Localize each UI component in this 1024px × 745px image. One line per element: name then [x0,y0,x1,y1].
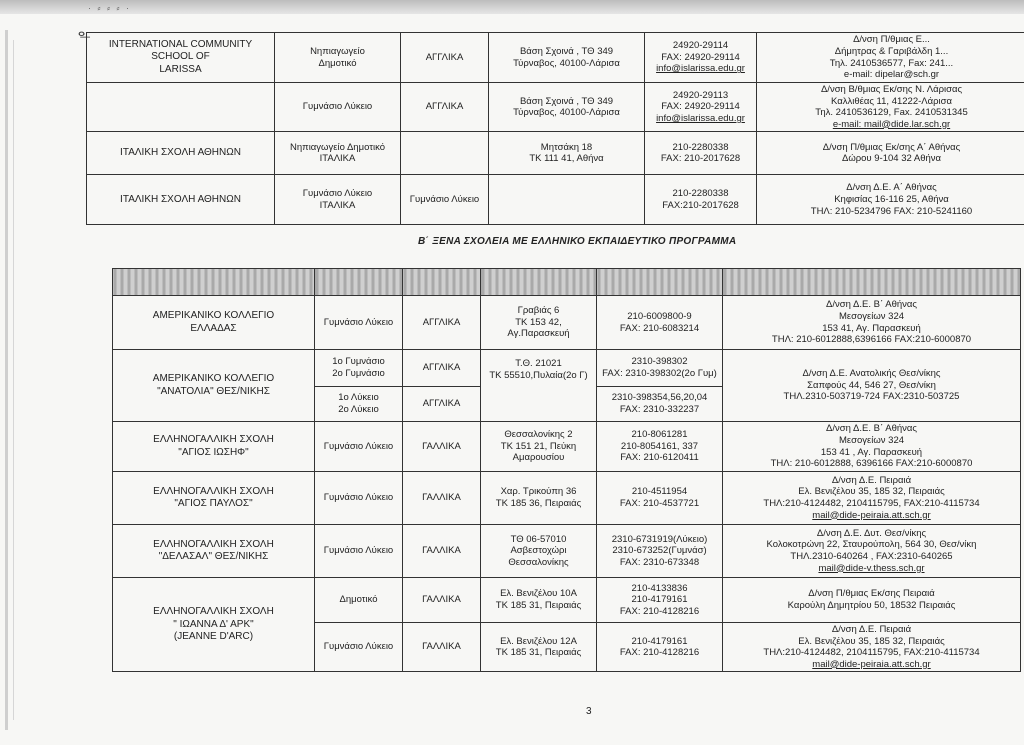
school-address: ΤΘ 06-57010 Ασβεστοχώρι Θεσσαλονίκης [481,525,597,578]
school-address: Θεσσαλονίκης 2 ΤΚ 151 21, Πεύκη Αμαρουσίου [481,422,597,472]
authority-text: Δ/νση Δ.Ε. Δυτ. Θεσ/νίκης Κολοκοτρώνη 22, Σταυρούπολη, 564 30, Θεσ/νίκη ΤΗΛ.2310-640264 , FAX:2310-640265 [766,527,977,562]
table-row [113,472,1021,525]
authority-text: Δ/νση Π/θμιας Ε... Δήμητρας & Γαριβάλδη 1... Τηλ. 2410536577, Fax: 241... [829,34,954,69]
school-email: info@islarissa.edu.gr [656,112,745,124]
school-address: Ελ. Βενιζέλου 10Α ΤΚ 185 31, Πειραιάς [481,578,597,623]
header-cell [113,269,315,296]
school-name [87,83,275,132]
phone-text: 210-2280338 FAX:210-2017628 [662,188,739,211]
school-language: Γυμνάσιο Λύκειο [401,175,489,225]
school-address: Γραβιάς 6 ΤΚ 153 42, Αγ.Παρασκευή [481,296,597,350]
table-row [113,350,1021,387]
school-level: Νηπιαγωγείο Δημοτικό [275,33,401,83]
school-level: 1ο Γυμνάσιο 2ο Γυμνάσιο [315,350,403,387]
authority [757,33,1024,83]
authority [757,175,1024,225]
authority: Δ/νση Δ.Ε. Ανατολικής Θεσ/νίκης Σαπφούς 44, 546 27, Θεσ/νίκη ΤΗΛ.2310-503719-724 FAX:2310-503725 [723,350,1021,422]
school-name: ΕΛΛΗΝΟΓΑΛΛΙΚΗ ΣΧΟΛΗ "ΔΕΛΑΣΑΛ" ΘΕΣ/ΝΙΚΗΣ [113,525,315,578]
authority: Δ/νση Δ.Ε. Β΄ Αθήνας Μεσογείων 324 153 41, Αγ. Παρασκευή ΤΗΛ: 210-6012888,6396166 FAX:210-6000870 [723,296,1021,350]
school-name: ΙΤΑΛΙΚΗ ΣΧΟΛΗ ΑΘΗΝΩΝ [87,132,275,175]
school-level: Γυμνάσιο Λύκειο [315,472,403,525]
phone-text: 24920-29114 FAX: 24920-29114 [661,40,740,63]
schools-table-1 [86,32,1024,225]
authority-email: mail@dide-peiraia.att.sch.gr [812,658,931,670]
table-header-row [113,269,1021,296]
authority-text: Δ/νση Δ.Ε. Α΄ Αθήνας Κηφισίας 16-116 25, Αθήνα ΤΗΛ: 210-5234796 FAX: 210-5241160 [810,182,973,217]
school-language: ΑΓΓΛΙΚΑ [401,83,489,132]
section-caption: Β΄ ΞΕΝΑ ΣΧΟΛΕΙΑ ΜΕ ΕΛΛΗΝΙΚΟ ΕΚΠΑΙΔΕΥΤΙΚΟ ΠΡΟΓΡΑΜΜΑ [418,236,737,247]
school-level: 1ο Λύκειο 2ο Λύκειο [315,387,403,422]
authority: Δ/νση Δ.Ε. Β΄ Αθήνας Μεσογείων 324 153 41 , Αγ. Παρασκευή ΤΗΛ: 210-6012888, 6396166 FAX:210-6000870 [723,422,1021,472]
table-row [113,422,1021,472]
school-address: Τ.Θ. 21021 ΤΚ 55510,Πυλαία(2ο Γ) [481,350,597,422]
school-phone: 210-4511954 FAX: 210-4537721 [597,472,723,525]
school-language: ΑΓΓΛΙΚΑ [403,296,481,350]
school-language: ΑΓΓΛΙΚΑ [403,387,481,422]
school-name: ΑΜΕΡΙΚΑΝΙΚΟ ΚΟΛΛΕΓΙΟ "ΑΝΑΤΟΛΙΑ" ΘΕΣ/ΝΙΚΗΣ [113,350,315,422]
authority-email: mail@dide-peiraia.att.sch.gr [812,509,931,521]
authority-text: Δ/νση Π/θμιας Εκ/σης Α΄ Αθήνας Δώρου 9-104 32 Αθήνα [822,141,961,165]
header-scan-mark: · ⸗ ⸗ ⸗ · [88,3,131,13]
school-level: Γυμνάσιο Λύκειο [315,623,403,672]
school-phone: 210-6009800-9 FAX: 210-6083214 [597,296,723,350]
school-level: Γυμνάσιο Λύκειο ΙΤΑΛΙΚΑ [275,175,401,225]
school-phone: 210-4179161 FAX: 210-4128216 [597,623,723,672]
authority [723,525,1021,578]
school-level: Γυμνάσιο Λύκειο [315,296,403,350]
school-address: Μητσάκη 18 ΤΚ 111 41, Αθήνα [489,132,645,175]
authority [723,623,1021,672]
school-language: ΓΑΛΛΙΚΑ [403,578,481,623]
authority-text: Δ/νση Δ.Ε. Πειραιά Ελ. Βενιζέλου 35, 185 32, Πειραιάς ΤΗΛ:210-4124482, 2104115795, FAX:210-4115734 [763,474,980,509]
school-language [401,132,489,175]
table-row [87,132,1024,175]
school-phone [645,33,757,83]
school-name: ΙΤΑΛΙΚΗ ΣΧΟΛΗ ΑΘΗΝΩΝ [87,175,275,225]
school-address: Χαρ. Τρικούπη 36 ΤΚ 185 36, Πειραιάς [481,472,597,525]
school-address: Βάση Σχοινά , ΤΘ 349 Τύρναβος, 40100-Λάρισα [489,83,645,132]
school-name: ΕΛΛΗΝΟΓΑΛΛΙΚΗ ΣΧΟΛΗ " ΙΩΑΝΝΑ Δ' ΑΡΚ" (JEANNE D'ARC) [113,578,315,672]
header-cell [723,269,1021,296]
school-name: INTERNATIONAL COMMUNITY SCHOOL OF LARISSA [87,33,275,83]
school-language: ΓΑΛΛΙΚΑ [403,525,481,578]
school-name: ΕΛΛΗΝΟΓΑΛΛΙΚΗ ΣΧΟΛΗ "ΑΓΙΟΣ ΠΑΥΛΟΣ" [113,472,315,525]
school-phone [645,132,757,175]
school-language: ΓΑΛΛΙΚΑ [403,472,481,525]
phone-text: 24920-29113 FAX: 24920-29114 [661,89,740,113]
corner-mark: ⴰ͟ [78,27,86,39]
authority-email: mail@dide-v.thess.sch.gr [818,562,925,574]
school-name: ΕΛΛΗΝΟΓΑΛΛΙΚΗ ΣΧΟΛΗ "ΑΓΙΟΣ ΙΩΣΗΦ" [113,422,315,472]
school-language: ΓΑΛΛΙΚΑ [403,623,481,672]
schools-table-2 [112,268,1021,672]
header-cell [597,269,723,296]
school-phone: 210-8061281 210-8054161, 337 FAX: 210-6120411 [597,422,723,472]
table-row [113,525,1021,578]
authority: Δ/νση Π/θμιας Εκ/σης Πειραιά Καρούλη Δημητρίου 50, 18532 Πειραιάς [723,578,1021,623]
header-cell [481,269,597,296]
authority [723,472,1021,525]
page-edge-inner [13,40,14,720]
school-address [489,175,645,225]
school-email: info@islarissa.edu.gr [656,63,745,75]
school-level: Γυμνάσιο Λύκειο [275,83,401,132]
phone-text: 210-2280338 FAX: 210-2017628 [660,141,741,165]
authority-text: Δ/νση Β/θμιας Εκ/σης Ν. Λάρισας Καλλιθέας 11, 41222-Λάρισα Τηλ. 2410536129, Fax. 2410531345 [815,84,968,119]
school-language: ΓΑΛΛΙΚΑ [403,422,481,472]
table-row [87,175,1024,225]
header-cell [403,269,481,296]
school-phone: 2310-6731919(Λύκειο) 2310-673252(Γυμνάσ) FAX: 2310-673348 [597,525,723,578]
header-cell [315,269,403,296]
authority [757,83,1024,132]
page-edge [5,30,8,730]
authority [757,132,1024,175]
authority-text: Δ/νση Δ.Ε. Πειραιά Ελ. Βενιζέλου 35, 185 32, Πειραιάς ΤΗΛ:210-4124482, 2104115795, FAX:210-4115734 [763,624,980,659]
table-row [87,83,1024,132]
table-row [113,296,1021,350]
school-level: Δημοτικό [315,578,403,623]
school-phone [645,175,757,225]
school-phone [645,83,757,132]
school-address: Ελ. Βενιζέλου 12Α ΤΚ 185 31, Πειραιάς [481,623,597,672]
school-phone: 2310-398354,56,20,04 FAX: 2310-332237 [597,387,723,422]
school-phone: 2310-398302 FAX: 2310-398302(2ο Γυμ) [597,350,723,387]
authority-email: e-mail: mail@dide.lar.sch.gr [832,118,951,130]
authority-email: e-mail: dipelar@sch.gr [843,69,940,81]
school-language: ΑΓΓΛΙΚΑ [403,350,481,387]
scan-top-shadow [0,0,1024,14]
school-name: ΑΜΕΡΙΚΑΝΙΚΟ ΚΟΛΛΕΓΙΟ ΕΛΛΑΔΑΣ [113,296,315,350]
school-level: Γυμνάσιο Λύκειο [315,422,403,472]
school-level: Γυμνάσιο Λύκειο [315,525,403,578]
page-number: 3 [586,706,592,717]
table-row [113,578,1021,623]
school-language: ΑΓΓΛΙΚΑ [401,33,489,83]
school-phone: 210-4133836 210-4179161 FAX: 210-4128216 [597,578,723,623]
school-address: Βάση Σχοινά , ΤΘ 349 Τύρναβος, 40100-Λάρισα [489,33,645,83]
table-row [87,33,1024,83]
school-level: Νηπιαγωγείο Δημοτικό ΙΤΑΛΙΚΑ [275,132,401,175]
